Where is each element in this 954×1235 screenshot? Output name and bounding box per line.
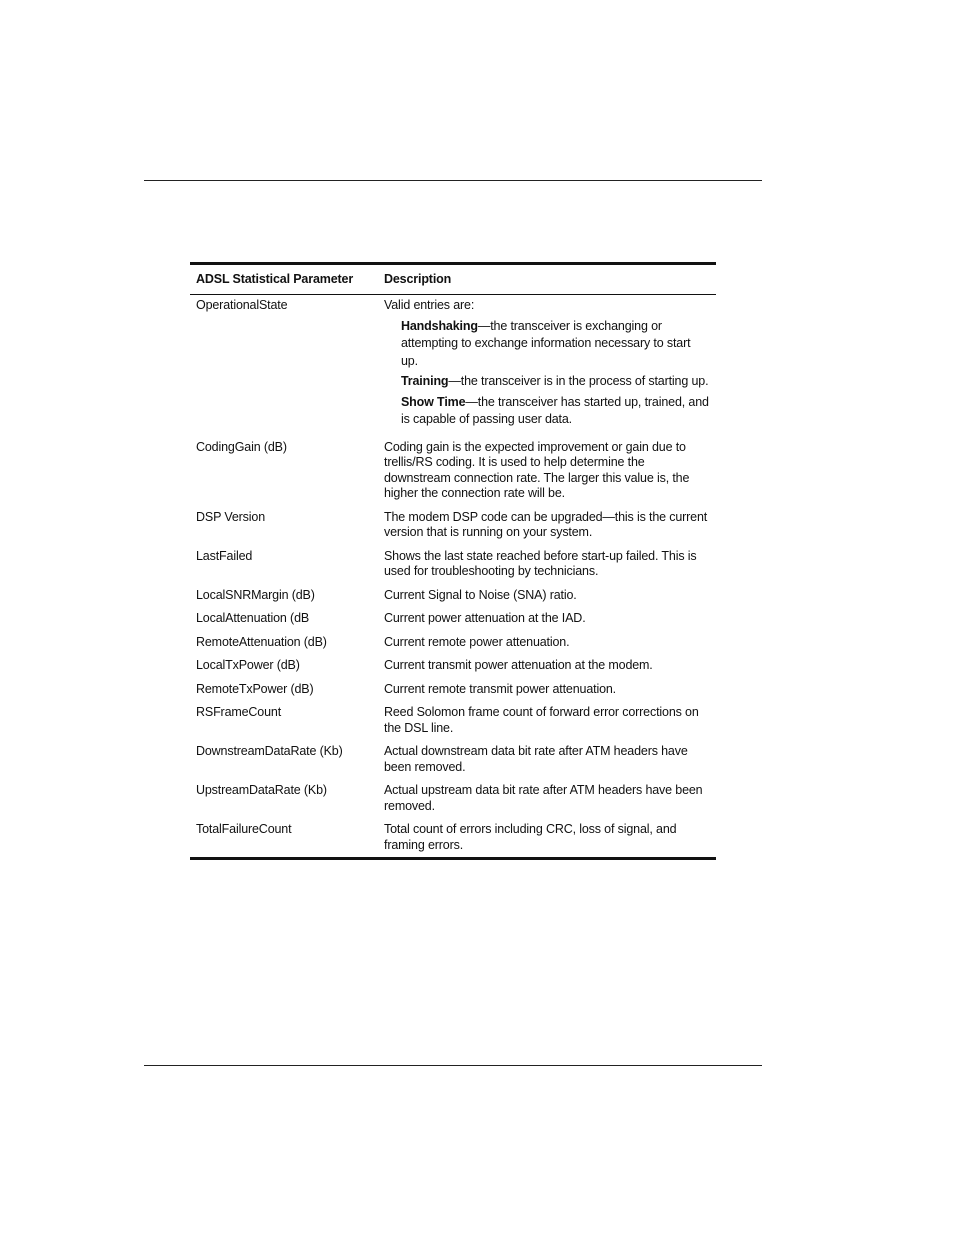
param-name: RemoteAttenuation (dB)	[196, 634, 327, 649]
param-name: CodingGain (dB)	[196, 439, 287, 454]
param-name: LocalSNRMargin (dB)	[196, 587, 315, 602]
param-description: Coding gain is the expected improvement or gain due to trellis/RS coding. It is used to help determine the downstream connection rate. The larger this value is, the higher the connection rate will be.	[384, 439, 690, 500]
table-header	[190, 265, 716, 295]
state-text: —the transceiver is in the process of starting up.	[448, 374, 709, 388]
state-text: —the transceiver is exchanging or attempting to exchange information necessary to start up.	[401, 318, 691, 368]
param-name: LocalAttenuation (dB	[196, 611, 310, 625]
state-text: —the transceiver has started up, trained, and is capable of passing user data.	[401, 394, 709, 426]
description-text: Valid entries are:	[384, 298, 475, 312]
table-row	[190, 822, 716, 853]
param-description: Current remote transmit power attenuation.	[384, 681, 617, 696]
table-row	[190, 549, 716, 580]
param-description: Current power attenuation at the IAD.	[384, 611, 586, 625]
param-name: RemoteTxPower (dB)	[196, 681, 314, 696]
param-description: Reed Solomon frame count of forward error corrections on the DSL line.	[384, 705, 699, 735]
header-param: ADSL Statistical Parameter	[196, 271, 354, 286]
table-row	[190, 440, 716, 502]
param-description: Total count of errors including CRC, loss of signal, and framing errors.	[384, 822, 677, 852]
state-list	[401, 318, 710, 429]
param-description: Current remote power attenuation.	[384, 634, 570, 649]
header-rule	[144, 180, 762, 181]
state-item	[401, 318, 710, 371]
state-term: Show Time	[401, 394, 466, 409]
param-description: Actual downstream data bit rate after ATM headers have been removed.	[384, 744, 688, 774]
param-name: LastFailed	[196, 548, 253, 563]
table-row	[190, 298, 716, 432]
adsl-statistics-table	[190, 262, 716, 860]
state-item	[401, 373, 710, 391]
table-row	[190, 705, 716, 736]
state-term: Handshaking	[401, 318, 478, 333]
param-description	[384, 298, 716, 432]
footer-rule	[144, 1065, 762, 1066]
table-row	[190, 658, 716, 674]
state-item	[401, 394, 710, 429]
param-description: Actual upstream data bit rate after ATM headers have been removed.	[384, 783, 703, 813]
param-name: OperationalState	[196, 298, 288, 312]
table-row	[190, 635, 716, 651]
param-description: Shows the last state reached before start-up failed. This is used for troubleshooting by technicians.	[384, 548, 697, 578]
param-name: LocalTxPower (dB)	[196, 658, 300, 672]
param-name: DownstreamDataRate (Kb)	[196, 744, 343, 758]
table-row	[190, 510, 716, 541]
table-row	[190, 588, 716, 604]
param-name: DSP Version	[196, 509, 265, 524]
param-description: Current Signal to Noise (SNA) ratio.	[384, 587, 577, 602]
param-description: The modem DSP code can be upgraded—this is the current version that is running on your system.	[384, 509, 708, 539]
header-description: Description	[384, 271, 452, 286]
table-row	[190, 611, 716, 627]
state-term: Training	[401, 374, 449, 388]
param-name: TotalFailureCount	[196, 822, 292, 836]
table-body	[190, 295, 716, 857]
table-row	[190, 783, 716, 814]
table-row	[190, 682, 716, 698]
table-row	[190, 744, 716, 775]
param-name: UpstreamDataRate (Kb)	[196, 783, 327, 797]
param-description: Current transmit power attenuation at the modem.	[384, 658, 653, 672]
param-name: RSFrameCount	[196, 705, 282, 719]
